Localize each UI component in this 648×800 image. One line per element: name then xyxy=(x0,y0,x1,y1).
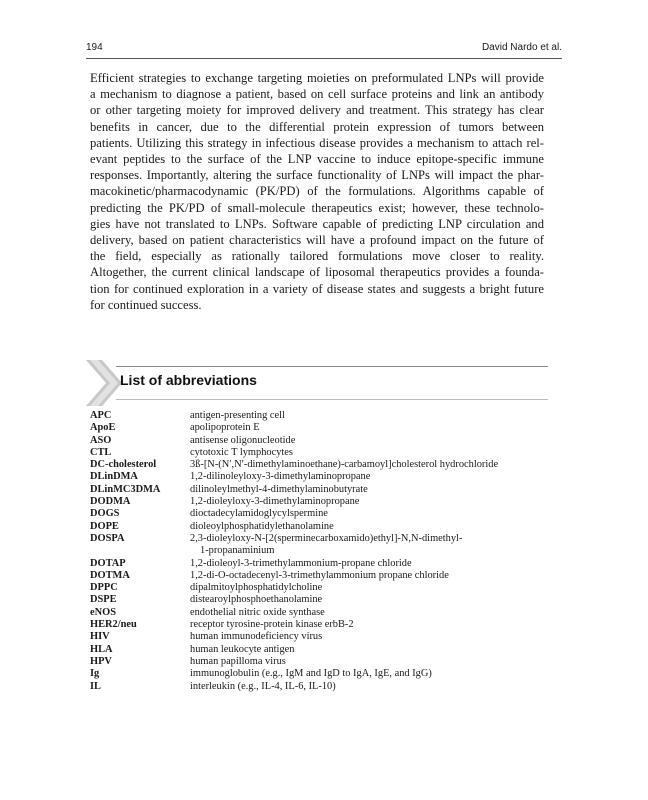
running-author: David Nardo et al. xyxy=(481,42,562,53)
abbreviation-row xyxy=(90,471,550,483)
page-number: 194 xyxy=(86,42,103,53)
abbreviation-term: HER2/neu xyxy=(90,619,137,631)
abbreviation-definition: 2,3-dioleyloxy-N-[2(sperminecarboxamido)ethyl]-N,N-dimethyl- xyxy=(190,532,463,544)
abbreviation-row xyxy=(90,484,550,496)
paragraph-line: tion for continued exploration in a variety of disease states and suggests a bright future xyxy=(90,281,544,296)
abbreviation-definition: dipalmitoylphosphatidylcholine xyxy=(190,582,323,594)
abbreviation-term: eNOS xyxy=(90,606,116,618)
abbreviation-definition-wrapper xyxy=(190,533,550,558)
abbreviation-row xyxy=(90,508,550,520)
abbreviation-definition: distearoylphosphoethanolamine xyxy=(190,594,323,606)
abbreviations-list xyxy=(90,410,550,693)
paragraph-line: evant peptides to the surface of the LNP vaccine to induce epitope-specific immune xyxy=(90,152,544,167)
abbreviation-definition: dilinoleylmethyl-4-dimethylaminobutyrate xyxy=(190,483,368,495)
abbreviation-term: HIV xyxy=(90,631,110,643)
abbreviation-term: DOSPA xyxy=(90,532,125,544)
abbreviation-term: DOGS xyxy=(90,508,120,520)
paragraph-line: Altogether, the current clinical landscape of liposomal therapeutics provides a founda- xyxy=(90,265,544,280)
abbreviation-definition: 1,2-di-O-octadecenyl-3-trimethylammonium propane chloride xyxy=(190,569,449,581)
abbreviation-row xyxy=(90,607,550,619)
paragraph-line: or other targeting moiety for improved delivery and treatment. This strategy has clear xyxy=(90,103,544,118)
abbreviation-term: DOTMA xyxy=(90,569,130,581)
abbreviation-definition: human immunodeficiency virus xyxy=(190,631,323,643)
abbreviation-row xyxy=(90,521,550,533)
paragraph-line: gies have not translated to LNPs. Software capable of predicting LNP circulation and xyxy=(90,216,544,231)
abbreviation-definition: immunoglobulin (e.g., IgM and IgD to IgA, IgE, and IgG) xyxy=(190,668,432,680)
abbreviation-row xyxy=(90,582,550,594)
abbreviation-definition-continuation: 1-propanaminium xyxy=(200,545,275,557)
abbreviation-term: DSPE xyxy=(90,594,117,606)
abbreviation-term: APC xyxy=(90,410,112,421)
abbreviation-term: HLA xyxy=(90,643,113,655)
abbreviation-term: ApoE xyxy=(90,422,116,434)
paragraph-line: the field, especially as rationally tailored formulations move closer to reality. xyxy=(90,249,544,264)
abbreviations-title: List of abbreviations xyxy=(120,372,257,388)
abbreviation-term: ASO xyxy=(90,434,112,446)
abbreviation-term: HPV xyxy=(90,655,112,667)
abbreviation-definition: dioleoylphosphatidylethanolamine xyxy=(190,520,334,532)
paragraph-line: Efficient strategies to exchange targeting moieties on preformulated LNPs will provide xyxy=(90,71,544,85)
abbreviation-term: IL xyxy=(90,680,101,692)
abbreviation-term: CTL xyxy=(90,446,112,458)
heading-rule-top xyxy=(116,366,548,367)
abbreviation-row xyxy=(90,533,550,558)
body-paragraph xyxy=(90,70,544,313)
abbreviation-term: DLinMC3DMA xyxy=(90,483,161,495)
abbreviation-definition: antigen-presenting cell xyxy=(190,410,285,421)
paragraph-line: a mechanism to diagnose a patient, based on cell surface proteins and link an antibody xyxy=(90,87,544,102)
abbreviation-term: DOPE xyxy=(90,520,119,532)
paragraph-line: delivery, based on patient characteristics will have a profound impact on the future of xyxy=(90,233,544,248)
abbreviation-definition: human papilloma virus xyxy=(190,655,286,667)
paragraph-line: patients. Utilizing this strategy in infectious disease provides a mechanism to attach rel- xyxy=(90,135,544,150)
abbreviation-definition: receptor tyrosine-protein kinase erbB-2 xyxy=(190,619,354,631)
abbreviation-row xyxy=(90,594,550,606)
abbreviation-row xyxy=(90,644,550,656)
abbreviation-row xyxy=(90,410,550,422)
abbreviation-row xyxy=(90,496,550,508)
abbreviation-definition: 1,2-dioleyloxy-3-dimethylaminopropane xyxy=(190,496,360,508)
abbreviation-term: DLinDMA xyxy=(90,471,138,483)
abbreviation-term: DOTAP xyxy=(90,557,126,569)
abbreviation-row xyxy=(90,459,550,471)
abbreviation-definition: 3ß-[N-(N′,N′-dimethylaminoethane)-carbamoyl]cholesterol hydrochloride xyxy=(190,459,499,471)
abbreviation-term: DODMA xyxy=(90,496,131,508)
abbreviation-term: DPPC xyxy=(90,582,118,594)
running-header xyxy=(86,40,562,59)
abbreviation-row xyxy=(90,447,550,459)
abbreviation-definition: 1,2-dilinoleyloxy-3-dimethylaminopropane xyxy=(190,471,371,483)
paragraph-line: predicting the PK/PD of small-molecule therapeutics exist; however, these technolo- xyxy=(90,200,544,215)
abbreviation-term: Ig xyxy=(90,668,100,680)
abbreviation-definition: human leukocyte antigen xyxy=(190,643,295,655)
paragraph-line: for continued success. xyxy=(90,297,202,312)
abbreviations-heading xyxy=(86,360,548,406)
abbreviation-definition: 1,2-dioleoyl-3-trimethylammonium-propane chloride xyxy=(190,557,412,569)
heading-rule-bottom xyxy=(116,399,548,400)
abbreviation-row xyxy=(90,681,550,693)
paragraph-line: macokinetic/pharmacodynamic (PK/PD) of the formulations. Algorithms capable of xyxy=(90,184,544,199)
abbreviation-definition: dioctadecylamidoglycylspermine xyxy=(190,508,328,520)
abbreviation-definition: apolipoprotein E xyxy=(190,422,260,434)
abbreviation-definition: cytotoxic T lymphocytes xyxy=(190,446,293,458)
abbreviation-row xyxy=(90,631,550,643)
paragraph-line: responses. Importantly, altering the surface functionality of LNPs will impact the phar- xyxy=(90,168,544,183)
abbreviation-row xyxy=(90,558,550,570)
abbreviation-term: DC-cholesterol xyxy=(90,459,157,471)
paragraph-line: benefits in cancer, due to the differential protein expression of tumors between xyxy=(90,119,544,134)
abbreviation-row xyxy=(90,435,550,447)
abbreviation-definition: endothelial nitric oxide synthase xyxy=(190,606,325,618)
abbreviation-row xyxy=(90,619,550,631)
abbreviation-definition: antisense oligonucleotide xyxy=(190,434,296,446)
abbreviation-definition: interleukin (e.g., IL-4, IL-6, IL-10) xyxy=(190,680,336,692)
abbreviation-row xyxy=(90,668,550,680)
abbreviation-row xyxy=(90,656,550,668)
abbreviation-row xyxy=(90,570,550,582)
abbreviation-row xyxy=(90,422,550,434)
